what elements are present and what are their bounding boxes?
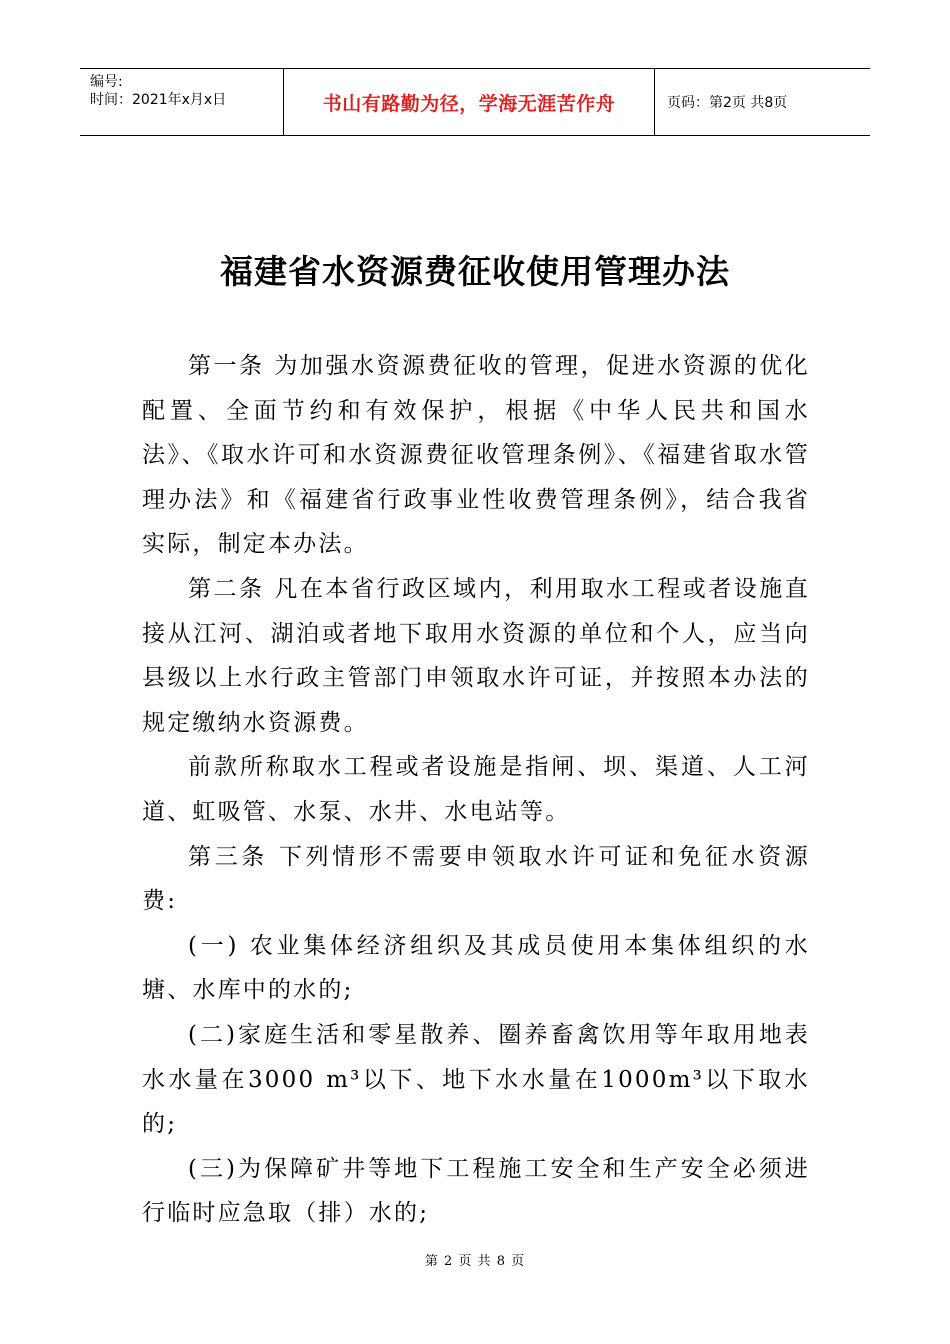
article-3-item-1: (一) 农业集体经济组织及其成员使用本集体组织的水塘、水库中的水的; (142, 932, 810, 1004)
document-number-label: 编号: (90, 74, 123, 90)
article-2-note: 前款所称取水工程或者设施是指闸、坝、渠道、人工河道、虹吸管、水泵、水井、水电站等。 (142, 754, 810, 825)
document-title: 福建省水资源费征收使用管理办法 (220, 252, 730, 291)
article-3-item-3: (三)为保障矿井等地下工程施工安全和生产安全必须进行临时应急取（排）水的; (142, 1155, 810, 1227)
article-2: 第二条 凡在本省行政区域内，利用取水工程或者设施直接从江河、湖泊或者地下取用水资源的单位和个人，应当向县级以上水行政主管部门申领取水许可证，并按照本办法的规定缴纳水资源费。 (142, 575, 810, 736)
article-3: 第三条 下列情形不需要申领取水许可证和免征水资源费: (142, 843, 810, 915)
article-3-item-2: (二)家庭生活和零星散养、圈养畜禽饮用等年取用地表水水量在3000 m³以下、地下水水量在1000m³以下取水的; (142, 1021, 810, 1138)
header-meta (80, 69, 283, 135)
header-page-code-cell (655, 69, 870, 135)
header-motto-cell (283, 69, 655, 135)
header-page-code: 页码：第2页 共8页 (667, 95, 788, 111)
article-1: 第一条 为加强水资源费征收的管理，促进水资源的优化配置、全面节约和有效保护，根据《中华人民共和国水法》、《取水许可和水资源费征收管理条例》、《福建省取水管理办法》和《福建省行政事业性收费管理条例》，结合我省实际，制定本办法。 (142, 353, 810, 558)
header-motto: 书山有路勤为径，学海无涯苦作舟 (322, 92, 616, 115)
document-time-label: 时间：2021年x月x日 (90, 92, 227, 108)
page-footer: 第 2 页 共 8 页 (424, 1254, 526, 1269)
document-body (142, 344, 810, 1236)
page-header (80, 68, 870, 136)
